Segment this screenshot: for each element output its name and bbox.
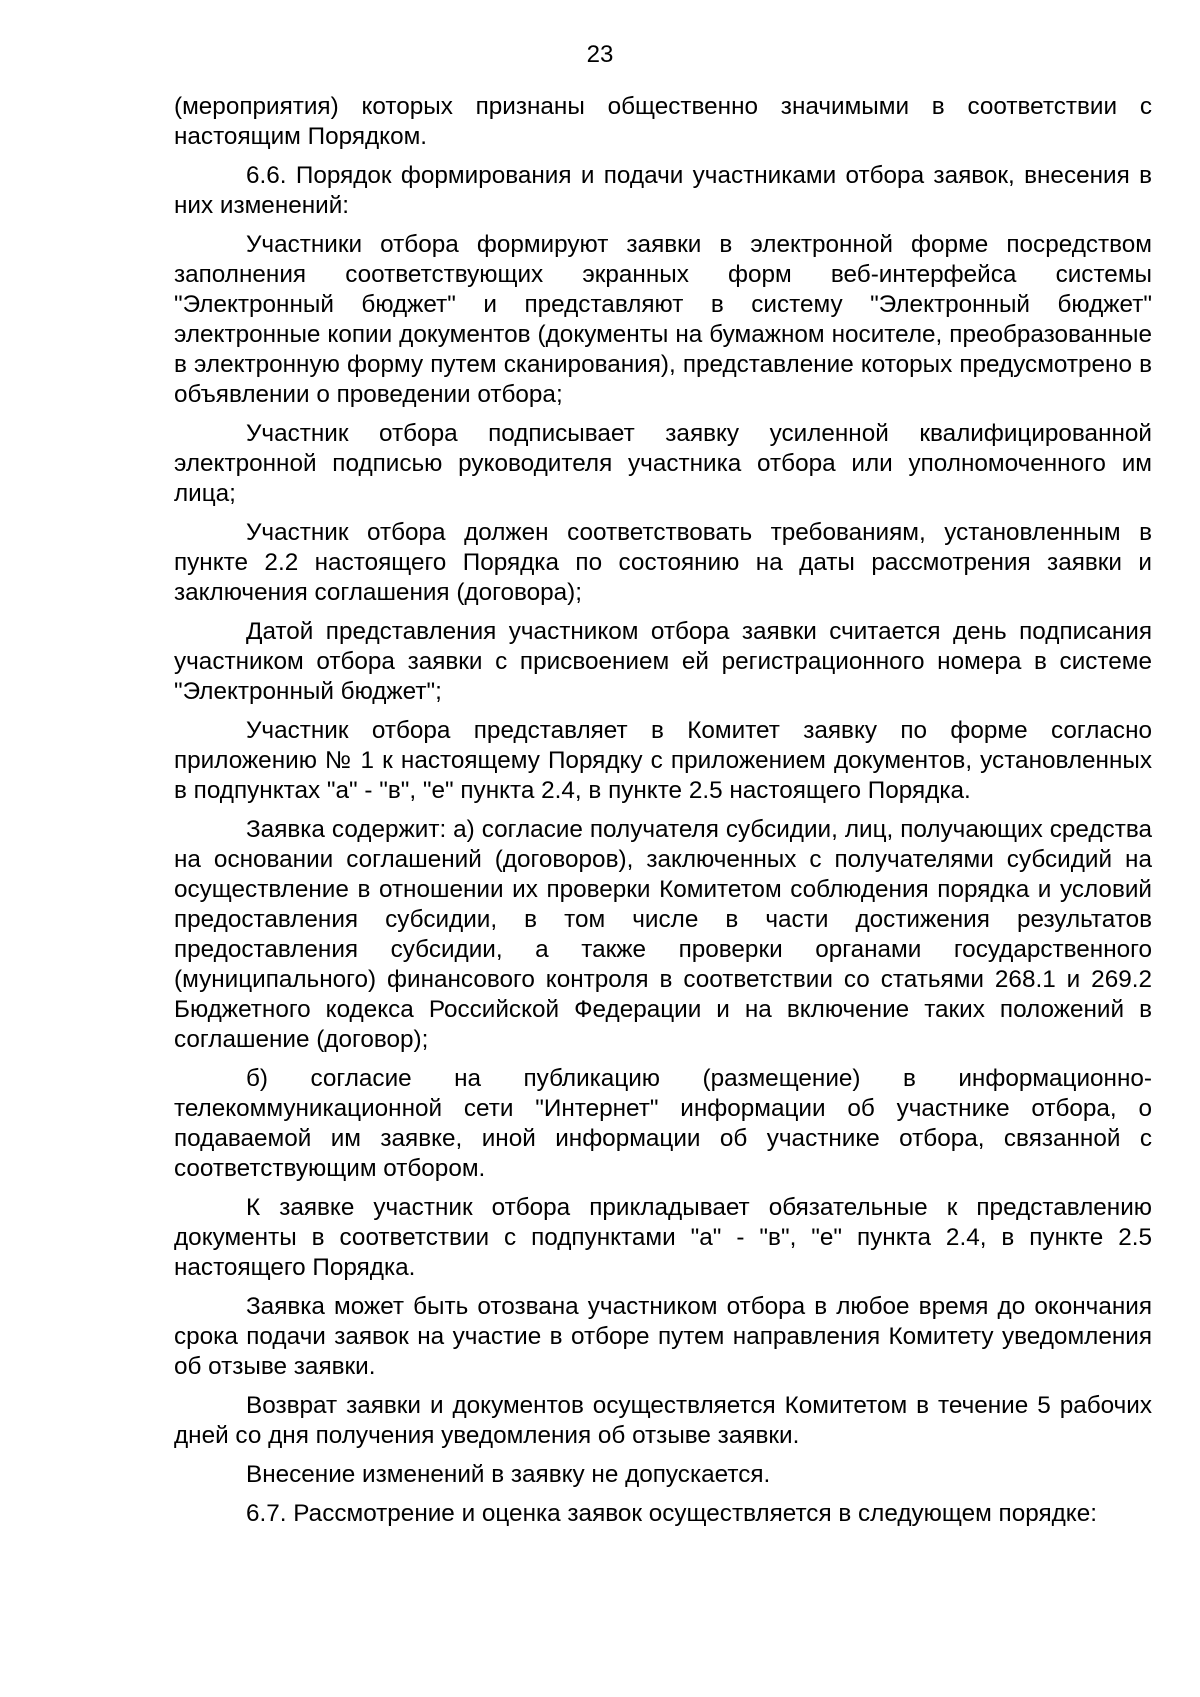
paragraph-no-changes: Внесение изменений в заявку не допускается. bbox=[246, 1461, 771, 1488]
paragraph-return-documents: Возврат заявки и документов осуществляется Комитетом в течение 5 рабочих дней со дня получения уведомления об отзыве заявки. bbox=[174, 1392, 1152, 1449]
paragraph-submission-date: Датой представления участником отбора заявки считается день подписания участником отбора заявки с присвоением ей регистрационного номера в системе "Электронный бюджет"; bbox=[174, 618, 1152, 705]
paragraph-section-6-6: 6.6. Порядок формирования и подачи участниками отбора заявок, внесения в них изменений: bbox=[174, 162, 1152, 219]
paragraph-withdrawal: Заявка может быть отозвана участником отбора в любое время до окончания срока подачи заявок на участие в отборе путем направления Комитету уведомления об отзыве заявки. bbox=[174, 1293, 1152, 1380]
document-body bbox=[174, 92, 1152, 1538]
page-number: 23 bbox=[586, 41, 614, 68]
paragraph-application-contents-a: Заявка содержит: а) согласие получателя субсидии, лиц, получающих средства на основании соглашений (договоров), заключенных с получателями субсидий на осуществление в отношении их проверки Комитетом соблюдения порядка и условий предоставления субсидии, в том числе в части достижения результатов предоставления субсидии, а также проверки органами государственного (муниципального) финансового контроля в соответствии со статьями 268.1 и 269.2 Бюджетного кодекса Российской Федерации и на включение таких положений в соглашение (договор); bbox=[174, 816, 1152, 1053]
paragraph-section-6-7: 6.7. Рассмотрение и оценка заявок осуществляется в следующем порядке: bbox=[246, 1500, 1097, 1527]
paragraph-attached-documents: К заявке участник отбора прикладывает обязательные к представлению документы в соответствии с подпунктами "а" - "в", "е" пункта 2.4, в пункте 2.5 настоящего Порядка. bbox=[174, 1194, 1152, 1281]
paragraph-forming-applications: Участники отбора формируют заявки в электронной форме посредством заполнения соответствующих экранных форм веб-интерфейса системы "Электронный бюджет" и представляют в систему "Электронный бюджет" электронные копии документов (документы на бумажном носителе, преобразованные в электронную форму путем сканирования), представление которых предусмотрено в объявлении о проведении отбора; bbox=[174, 231, 1152, 408]
paragraph-submission-form: Участник отбора представляет в Комитет заявку по форме согласно приложению № 1 к настоящему Порядку с приложением документов, установленных в подпунктах "а" - "в", "е" пункта 2.4, в пункте 2.5 настоящего Порядка. bbox=[174, 717, 1152, 804]
paragraph-continuation: (мероприятия) которых признаны общественно значимыми в соответствии с настоящим Порядком. bbox=[174, 93, 1152, 150]
paragraph-application-contents-b: б) согласие на публикацию (размещение) в информационно-телекоммуникационной сети "Интернет" информации об участнике отбора, о подаваемой им заявке, иной информации об участнике отбора, связанной с соответствующим отбором. bbox=[174, 1065, 1152, 1182]
paragraph-requirements: Участник отбора должен соответствовать требованиям, установленным в пункте 2.2 настоящего Порядка по состоянию на даты рассмотрения заявки и заключения соглашения (договора); bbox=[174, 519, 1152, 606]
paragraph-signing-application: Участник отбора подписывает заявку усиленной квалифицированной электронной подписью руководителя участника отбора или уполномоченного им лица; bbox=[174, 420, 1152, 507]
